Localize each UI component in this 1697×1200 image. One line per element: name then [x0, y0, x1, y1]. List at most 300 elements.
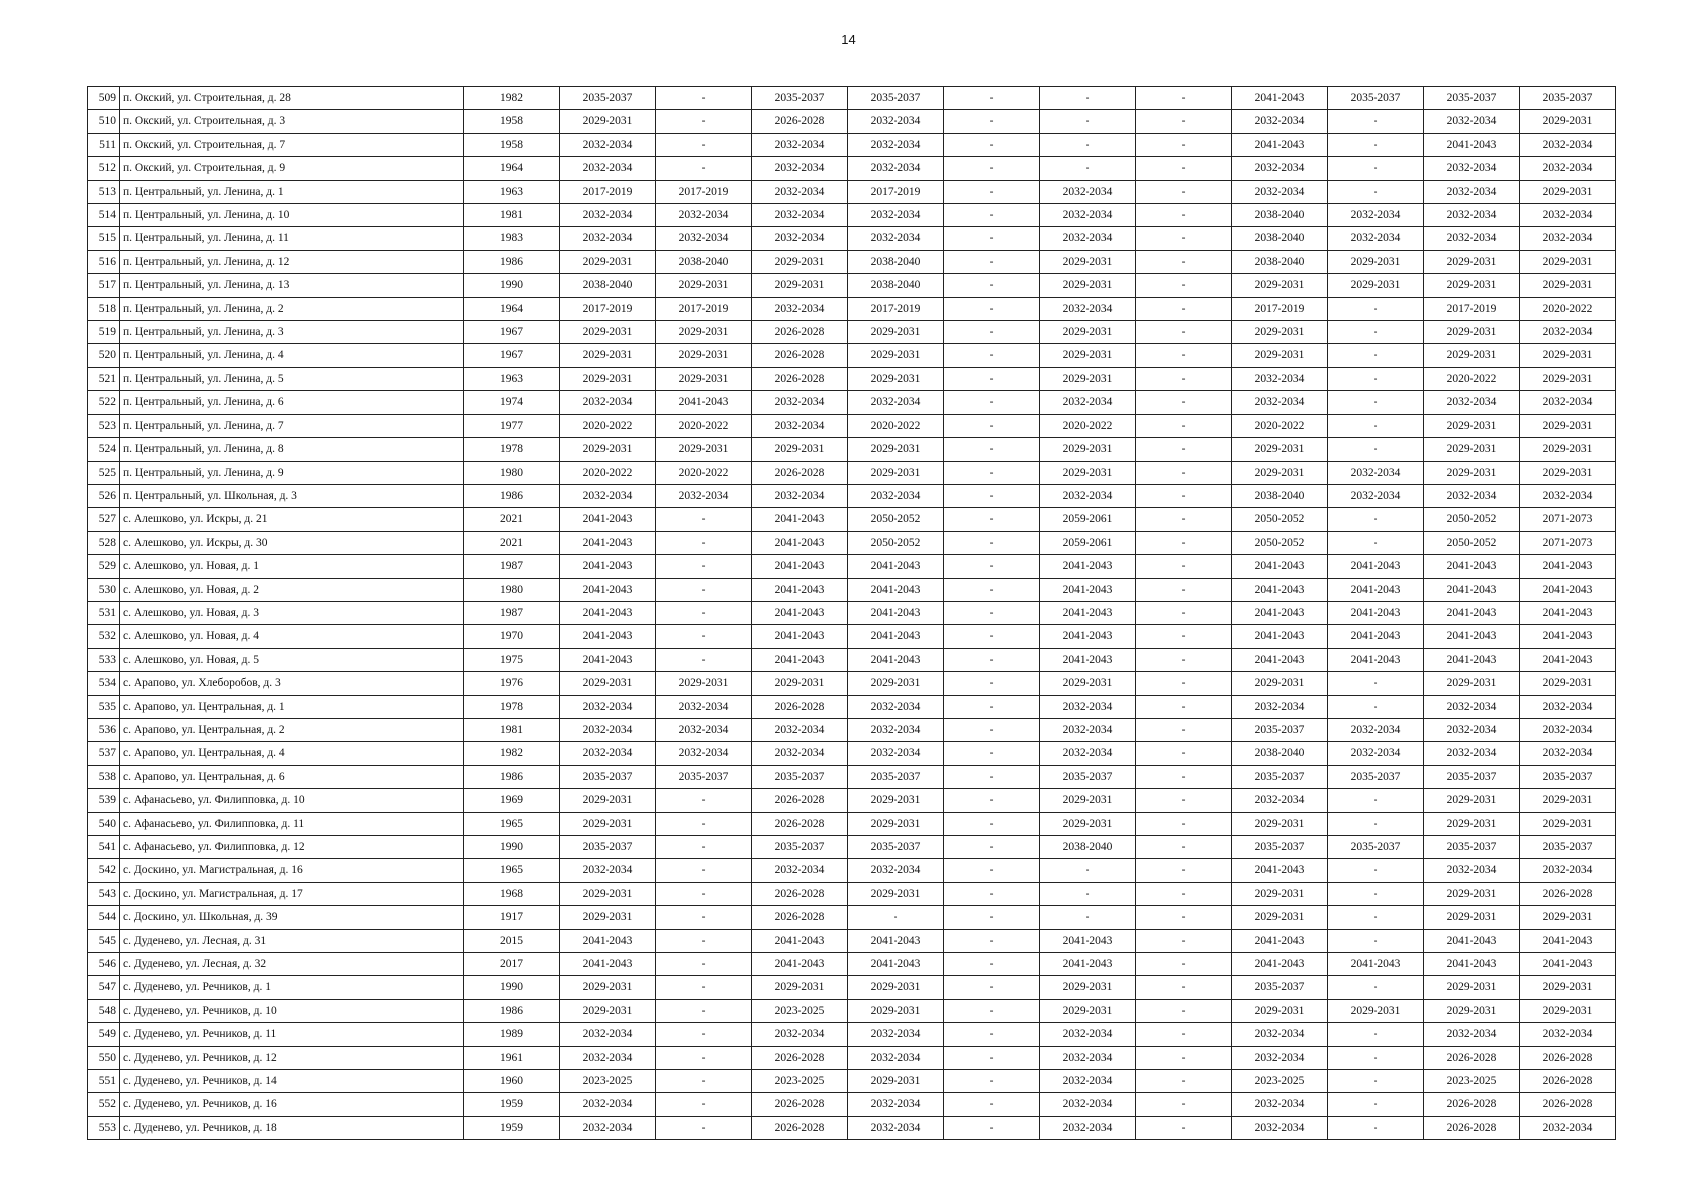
- period-cell: 2029-2031: [1328, 250, 1424, 273]
- year-cell: 1986: [464, 765, 560, 788]
- period-cell: -: [1328, 414, 1424, 437]
- table-row: [88, 625, 1616, 648]
- table-row: [88, 555, 1616, 578]
- period-cell: 2029-2031: [1040, 812, 1136, 835]
- period-cell: 2041-2043: [1040, 601, 1136, 624]
- period-cell: -: [1136, 625, 1232, 648]
- period-cell: -: [656, 601, 752, 624]
- period-cell: -: [944, 461, 1040, 484]
- period-cell: 2029-2031: [560, 976, 656, 999]
- year-cell: 2021: [464, 531, 560, 554]
- period-cell: -: [1136, 929, 1232, 952]
- year-cell: 1982: [464, 87, 560, 110]
- period-cell: 2041-2043: [1424, 929, 1520, 952]
- period-cell: 2029-2031: [1040, 672, 1136, 695]
- period-cell: 2041-2043: [1040, 953, 1136, 976]
- period-cell: 2032-2034: [1520, 1023, 1616, 1046]
- period-cell: 2029-2031: [1424, 976, 1520, 999]
- table-row: [88, 976, 1616, 999]
- period-cell: 2032-2034: [560, 204, 656, 227]
- period-cell: -: [656, 508, 752, 531]
- table-row: [88, 508, 1616, 531]
- row-number-cell: 510: [88, 110, 120, 133]
- period-cell: -: [944, 204, 1040, 227]
- period-cell: 2032-2034: [1040, 391, 1136, 414]
- period-cell: 2041-2043: [560, 531, 656, 554]
- period-cell: 2026-2028: [1520, 882, 1616, 905]
- period-cell: 2035-2037: [752, 836, 848, 859]
- period-cell: 2032-2034: [560, 391, 656, 414]
- period-cell: 2041-2043: [1232, 87, 1328, 110]
- period-cell: 2017-2019: [656, 180, 752, 203]
- period-cell: -: [944, 1070, 1040, 1093]
- address-cell: п. Центральный, ул. Ленина, д. 11: [120, 227, 464, 250]
- period-cell: 2029-2031: [848, 321, 944, 344]
- period-cell: -: [1328, 812, 1424, 835]
- data-table: [87, 86, 1616, 1140]
- period-cell: -: [944, 742, 1040, 765]
- period-cell: 2035-2037: [1232, 836, 1328, 859]
- period-cell: 2029-2031: [1040, 274, 1136, 297]
- period-cell: 2032-2034: [848, 110, 944, 133]
- row-number-cell: 536: [88, 718, 120, 741]
- period-cell: 2041-2043: [848, 648, 944, 671]
- period-cell: 2029-2031: [1520, 812, 1616, 835]
- period-cell: 2026-2028: [752, 1093, 848, 1116]
- period-cell: -: [1328, 110, 1424, 133]
- table-row: [88, 1046, 1616, 1069]
- period-cell: -: [1136, 695, 1232, 718]
- period-cell: 2032-2034: [1232, 180, 1328, 203]
- period-cell: 2029-2031: [1520, 250, 1616, 273]
- address-cell: п. Центральный, ул. Школьная, д. 3: [120, 484, 464, 507]
- period-cell: 2041-2043: [1424, 133, 1520, 156]
- period-cell: 2029-2031: [752, 976, 848, 999]
- row-number-cell: 538: [88, 765, 120, 788]
- period-cell: 2029-2031: [1520, 274, 1616, 297]
- address-cell: п. Центральный, ул. Ленина, д. 3: [120, 321, 464, 344]
- row-number-cell: 541: [88, 836, 120, 859]
- period-cell: 2035-2037: [1424, 836, 1520, 859]
- period-cell: 2032-2034: [1040, 1046, 1136, 1069]
- period-cell: 2032-2034: [1424, 204, 1520, 227]
- period-cell: 2041-2043: [656, 391, 752, 414]
- period-cell: 2041-2043: [1232, 578, 1328, 601]
- period-cell: 2041-2043: [752, 508, 848, 531]
- period-cell: 2020-2022: [560, 461, 656, 484]
- period-cell: 2029-2031: [1232, 274, 1328, 297]
- period-cell: 2029-2031: [560, 789, 656, 812]
- table-row: [88, 1093, 1616, 1116]
- period-cell: 2038-2040: [1040, 836, 1136, 859]
- row-number-cell: 534: [88, 672, 120, 695]
- period-cell: -: [944, 953, 1040, 976]
- period-cell: -: [656, 906, 752, 929]
- period-cell: -: [1136, 1046, 1232, 1069]
- table-row: [88, 157, 1616, 180]
- period-cell: -: [656, 110, 752, 133]
- year-cell: 1975: [464, 648, 560, 671]
- period-cell: 2035-2037: [1232, 765, 1328, 788]
- period-cell: -: [1136, 882, 1232, 905]
- period-cell: 2029-2031: [560, 438, 656, 461]
- period-cell: 2029-2031: [560, 999, 656, 1022]
- period-cell: -: [1328, 438, 1424, 461]
- table-row: [88, 391, 1616, 414]
- period-cell: 2041-2043: [560, 929, 656, 952]
- period-cell: 2029-2031: [1040, 321, 1136, 344]
- period-cell: 2038-2040: [560, 274, 656, 297]
- period-cell: 2029-2031: [1040, 976, 1136, 999]
- table-row: [88, 297, 1616, 320]
- period-cell: 2032-2034: [1040, 204, 1136, 227]
- row-number-cell: 521: [88, 367, 120, 390]
- row-number-cell: 535: [88, 695, 120, 718]
- period-cell: 2032-2034: [1232, 789, 1328, 812]
- address-cell: с. Алешково, ул. Новая, д. 1: [120, 555, 464, 578]
- table-row: [88, 180, 1616, 203]
- period-cell: 2032-2034: [848, 718, 944, 741]
- period-cell: 2029-2031: [560, 906, 656, 929]
- period-cell: 2032-2034: [1328, 227, 1424, 250]
- period-cell: 2029-2031: [656, 344, 752, 367]
- period-cell: 2035-2037: [560, 765, 656, 788]
- period-cell: 2029-2031: [1232, 812, 1328, 835]
- period-cell: -: [1136, 250, 1232, 273]
- period-cell: 2032-2034: [656, 204, 752, 227]
- period-cell: 2041-2043: [1520, 625, 1616, 648]
- period-cell: 2041-2043: [1520, 953, 1616, 976]
- period-cell: 2041-2043: [1328, 625, 1424, 648]
- period-cell: 2020-2022: [1232, 414, 1328, 437]
- period-cell: 2041-2043: [560, 508, 656, 531]
- period-cell: -: [1136, 1093, 1232, 1116]
- period-cell: -: [1136, 204, 1232, 227]
- period-cell: -: [1328, 1093, 1424, 1116]
- period-cell: 2029-2031: [848, 789, 944, 812]
- address-cell: с. Арапово, ул. Хлеборобов, д. 3: [120, 672, 464, 695]
- table-row: [88, 953, 1616, 976]
- period-cell: 2041-2043: [1520, 648, 1616, 671]
- period-cell: 2032-2034: [752, 718, 848, 741]
- period-cell: -: [1040, 157, 1136, 180]
- period-cell: 2032-2034: [848, 157, 944, 180]
- period-cell: 2026-2028: [1424, 1046, 1520, 1069]
- period-cell: 2032-2034: [1040, 718, 1136, 741]
- period-cell: -: [656, 1116, 752, 1139]
- period-cell: 2032-2034: [848, 695, 944, 718]
- address-cell: п. Центральный, ул. Ленина, д. 6: [120, 391, 464, 414]
- period-cell: 2032-2034: [560, 742, 656, 765]
- period-cell: -: [944, 859, 1040, 882]
- period-cell: 2041-2043: [1424, 578, 1520, 601]
- period-cell: 2041-2043: [560, 578, 656, 601]
- table-row: [88, 765, 1616, 788]
- period-cell: 2032-2034: [1040, 227, 1136, 250]
- period-cell: -: [944, 1093, 1040, 1116]
- period-cell: 2041-2043: [752, 953, 848, 976]
- period-cell: -: [1328, 133, 1424, 156]
- period-cell: 2038-2040: [1232, 250, 1328, 273]
- address-cell: п. Центральный, ул. Ленина, д. 7: [120, 414, 464, 437]
- period-cell: 2041-2043: [560, 555, 656, 578]
- table-row: [88, 742, 1616, 765]
- address-cell: п. Центральный, ул. Ленина, д. 12: [120, 250, 464, 273]
- year-cell: 1963: [464, 180, 560, 203]
- period-cell: -: [1328, 157, 1424, 180]
- period-cell: -: [944, 414, 1040, 437]
- period-cell: 2032-2034: [560, 718, 656, 741]
- period-cell: 2029-2031: [1520, 367, 1616, 390]
- period-cell: 2029-2031: [560, 812, 656, 835]
- row-number-cell: 532: [88, 625, 120, 648]
- period-cell: 2041-2043: [1232, 929, 1328, 952]
- period-cell: -: [1136, 953, 1232, 976]
- period-cell: 2029-2031: [1424, 906, 1520, 929]
- period-cell: -: [944, 718, 1040, 741]
- period-cell: -: [944, 297, 1040, 320]
- period-cell: 2035-2037: [848, 765, 944, 788]
- period-cell: 2032-2034: [848, 1093, 944, 1116]
- period-cell: 2032-2034: [1040, 484, 1136, 507]
- address-cell: с. Дуденево, ул. Лесная, д. 32: [120, 953, 464, 976]
- period-cell: -: [656, 1070, 752, 1093]
- period-cell: 2041-2043: [752, 531, 848, 554]
- period-cell: -: [944, 1046, 1040, 1069]
- period-cell: 2032-2034: [1328, 718, 1424, 741]
- row-number-cell: 513: [88, 180, 120, 203]
- period-cell: 2038-2040: [848, 274, 944, 297]
- period-cell: 2029-2031: [1232, 906, 1328, 929]
- period-cell: 2026-2028: [752, 1046, 848, 1069]
- period-cell: 2032-2034: [560, 1046, 656, 1069]
- period-cell: 2032-2034: [1424, 391, 1520, 414]
- period-cell: -: [1136, 344, 1232, 367]
- table-row: [88, 1116, 1616, 1139]
- period-cell: 2050-2052: [848, 508, 944, 531]
- period-cell: 2032-2034: [848, 1023, 944, 1046]
- row-number-cell: 544: [88, 906, 120, 929]
- period-cell: 2032-2034: [656, 695, 752, 718]
- year-cell: 1990: [464, 836, 560, 859]
- row-number-cell: 550: [88, 1046, 120, 1069]
- period-cell: -: [944, 695, 1040, 718]
- table-row: [88, 1070, 1616, 1093]
- address-cell: с. Алешково, ул. Новая, д. 4: [120, 625, 464, 648]
- period-cell: 2071-2073: [1520, 508, 1616, 531]
- period-cell: 2041-2043: [1232, 555, 1328, 578]
- period-cell: 2032-2034: [752, 297, 848, 320]
- period-cell: 2026-2028: [1424, 1116, 1520, 1139]
- period-cell: -: [1328, 976, 1424, 999]
- period-cell: -: [944, 578, 1040, 601]
- year-cell: 1961: [464, 1046, 560, 1069]
- row-number-cell: 517: [88, 274, 120, 297]
- period-cell: -: [944, 391, 1040, 414]
- period-cell: 2029-2031: [1040, 461, 1136, 484]
- period-cell: 2032-2034: [752, 204, 848, 227]
- year-cell: 2017: [464, 953, 560, 976]
- period-cell: 2017-2019: [560, 297, 656, 320]
- address-cell: с. Алешково, ул. Искры, д. 21: [120, 508, 464, 531]
- period-cell: 2038-2040: [848, 250, 944, 273]
- period-cell: -: [1136, 906, 1232, 929]
- period-cell: -: [944, 648, 1040, 671]
- period-cell: 2029-2031: [848, 367, 944, 390]
- row-number-cell: 509: [88, 87, 120, 110]
- period-cell: -: [1328, 882, 1424, 905]
- period-cell: 2029-2031: [1232, 321, 1328, 344]
- address-cell: с. Арапово, ул. Центральная, д. 1: [120, 695, 464, 718]
- period-cell: 2029-2031: [1424, 672, 1520, 695]
- address-cell: п. Центральный, ул. Ленина, д. 2: [120, 297, 464, 320]
- period-cell: 2029-2031: [848, 672, 944, 695]
- period-cell: -: [656, 157, 752, 180]
- period-cell: 2017-2019: [848, 180, 944, 203]
- year-cell: 1959: [464, 1093, 560, 1116]
- period-cell: 2023-2025: [752, 999, 848, 1022]
- address-cell: с. Алешково, ул. Новая, д. 3: [120, 601, 464, 624]
- period-cell: 2029-2031: [656, 274, 752, 297]
- period-cell: -: [1040, 133, 1136, 156]
- year-cell: 1917: [464, 906, 560, 929]
- period-cell: -: [656, 625, 752, 648]
- period-cell: 2035-2037: [560, 836, 656, 859]
- period-cell: 2029-2031: [560, 321, 656, 344]
- period-cell: 2032-2034: [560, 859, 656, 882]
- period-cell: 2032-2034: [560, 484, 656, 507]
- table-row: [88, 859, 1616, 882]
- period-cell: -: [944, 87, 1040, 110]
- period-cell: 2029-2031: [752, 438, 848, 461]
- table-row: [88, 484, 1616, 507]
- period-cell: 2017-2019: [560, 180, 656, 203]
- period-cell: 2041-2043: [1520, 555, 1616, 578]
- period-cell: 2041-2043: [752, 578, 848, 601]
- period-cell: 2029-2031: [1328, 274, 1424, 297]
- period-cell: 2032-2034: [752, 133, 848, 156]
- period-cell: -: [1136, 484, 1232, 507]
- period-cell: 2041-2043: [560, 953, 656, 976]
- row-number-cell: 529: [88, 555, 120, 578]
- period-cell: 2029-2031: [1424, 438, 1520, 461]
- address-cell: с. Дуденево, ул. Речников, д. 11: [120, 1023, 464, 1046]
- period-cell: 2032-2034: [848, 1116, 944, 1139]
- period-cell: -: [944, 1023, 1040, 1046]
- period-cell: 2041-2043: [1328, 601, 1424, 624]
- period-cell: -: [944, 110, 1040, 133]
- period-cell: 2029-2031: [560, 110, 656, 133]
- period-cell: -: [944, 1116, 1040, 1139]
- year-cell: 1967: [464, 321, 560, 344]
- period-cell: -: [944, 227, 1040, 250]
- period-cell: -: [944, 250, 1040, 273]
- period-cell: -: [1328, 367, 1424, 390]
- period-cell: 2041-2043: [560, 601, 656, 624]
- period-cell: 2041-2043: [752, 601, 848, 624]
- period-cell: -: [944, 157, 1040, 180]
- period-cell: 2035-2037: [1328, 836, 1424, 859]
- period-cell: 2020-2022: [656, 461, 752, 484]
- year-cell: 1990: [464, 274, 560, 297]
- row-number-cell: 511: [88, 133, 120, 156]
- period-cell: 2029-2031: [1424, 250, 1520, 273]
- period-cell: -: [1136, 321, 1232, 344]
- period-cell: 2029-2031: [1520, 999, 1616, 1022]
- period-cell: -: [944, 531, 1040, 554]
- period-cell: 2035-2037: [1520, 836, 1616, 859]
- period-cell: 2029-2031: [1232, 461, 1328, 484]
- period-cell: -: [944, 882, 1040, 905]
- period-cell: 2032-2034: [752, 157, 848, 180]
- period-cell: 2017-2019: [1232, 297, 1328, 320]
- table-row: [88, 929, 1616, 952]
- table-row: [88, 718, 1616, 741]
- period-cell: 2032-2034: [752, 227, 848, 250]
- period-cell: 2020-2022: [656, 414, 752, 437]
- address-cell: с. Доскино, ул. Магистральная, д. 17: [120, 882, 464, 905]
- period-cell: 2032-2034: [1328, 742, 1424, 765]
- period-cell: 2035-2037: [1520, 87, 1616, 110]
- table-row: [88, 250, 1616, 273]
- period-cell: -: [1136, 859, 1232, 882]
- period-cell: 2041-2043: [752, 929, 848, 952]
- period-cell: -: [656, 555, 752, 578]
- address-cell: с. Доскино, ул. Школьная, д. 39: [120, 906, 464, 929]
- period-cell: 2041-2043: [1040, 555, 1136, 578]
- year-cell: 1959: [464, 1116, 560, 1139]
- period-cell: -: [1136, 648, 1232, 671]
- period-cell: -: [1136, 789, 1232, 812]
- period-cell: -: [944, 274, 1040, 297]
- period-cell: 2029-2031: [1424, 812, 1520, 835]
- row-number-cell: 524: [88, 438, 120, 461]
- address-cell: с. Дуденево, ул. Речников, д. 18: [120, 1116, 464, 1139]
- period-cell: 2071-2073: [1520, 531, 1616, 554]
- row-number-cell: 512: [88, 157, 120, 180]
- period-cell: 2023-2025: [1424, 1070, 1520, 1093]
- period-cell: 2041-2043: [1232, 648, 1328, 671]
- table-row: [88, 578, 1616, 601]
- address-cell: с. Дуденево, ул. Речников, д. 10: [120, 999, 464, 1022]
- period-cell: 2059-2061: [1040, 531, 1136, 554]
- period-cell: 2029-2031: [1424, 999, 1520, 1022]
- period-cell: 2029-2031: [1424, 321, 1520, 344]
- period-cell: 2029-2031: [752, 250, 848, 273]
- period-cell: 2032-2034: [1520, 695, 1616, 718]
- row-number-cell: 543: [88, 882, 120, 905]
- period-cell: 2029-2031: [848, 882, 944, 905]
- period-cell: 2026-2028: [752, 812, 848, 835]
- period-cell: 2032-2034: [752, 859, 848, 882]
- period-cell: 2041-2043: [1328, 578, 1424, 601]
- period-cell: -: [1136, 812, 1232, 835]
- period-cell: 2026-2028: [752, 882, 848, 905]
- period-cell: 2035-2037: [1232, 976, 1328, 999]
- row-number-cell: 545: [88, 929, 120, 952]
- period-cell: 2032-2034: [1232, 1116, 1328, 1139]
- period-cell: 2029-2031: [1232, 672, 1328, 695]
- period-cell: 2029-2031: [560, 367, 656, 390]
- row-number-cell: 522: [88, 391, 120, 414]
- period-cell: -: [1328, 1070, 1424, 1093]
- period-cell: 2026-2028: [752, 789, 848, 812]
- period-cell: -: [656, 882, 752, 905]
- row-number-cell: 519: [88, 321, 120, 344]
- period-cell: 2032-2034: [752, 180, 848, 203]
- table-row: [88, 672, 1616, 695]
- period-cell: 2041-2043: [1328, 953, 1424, 976]
